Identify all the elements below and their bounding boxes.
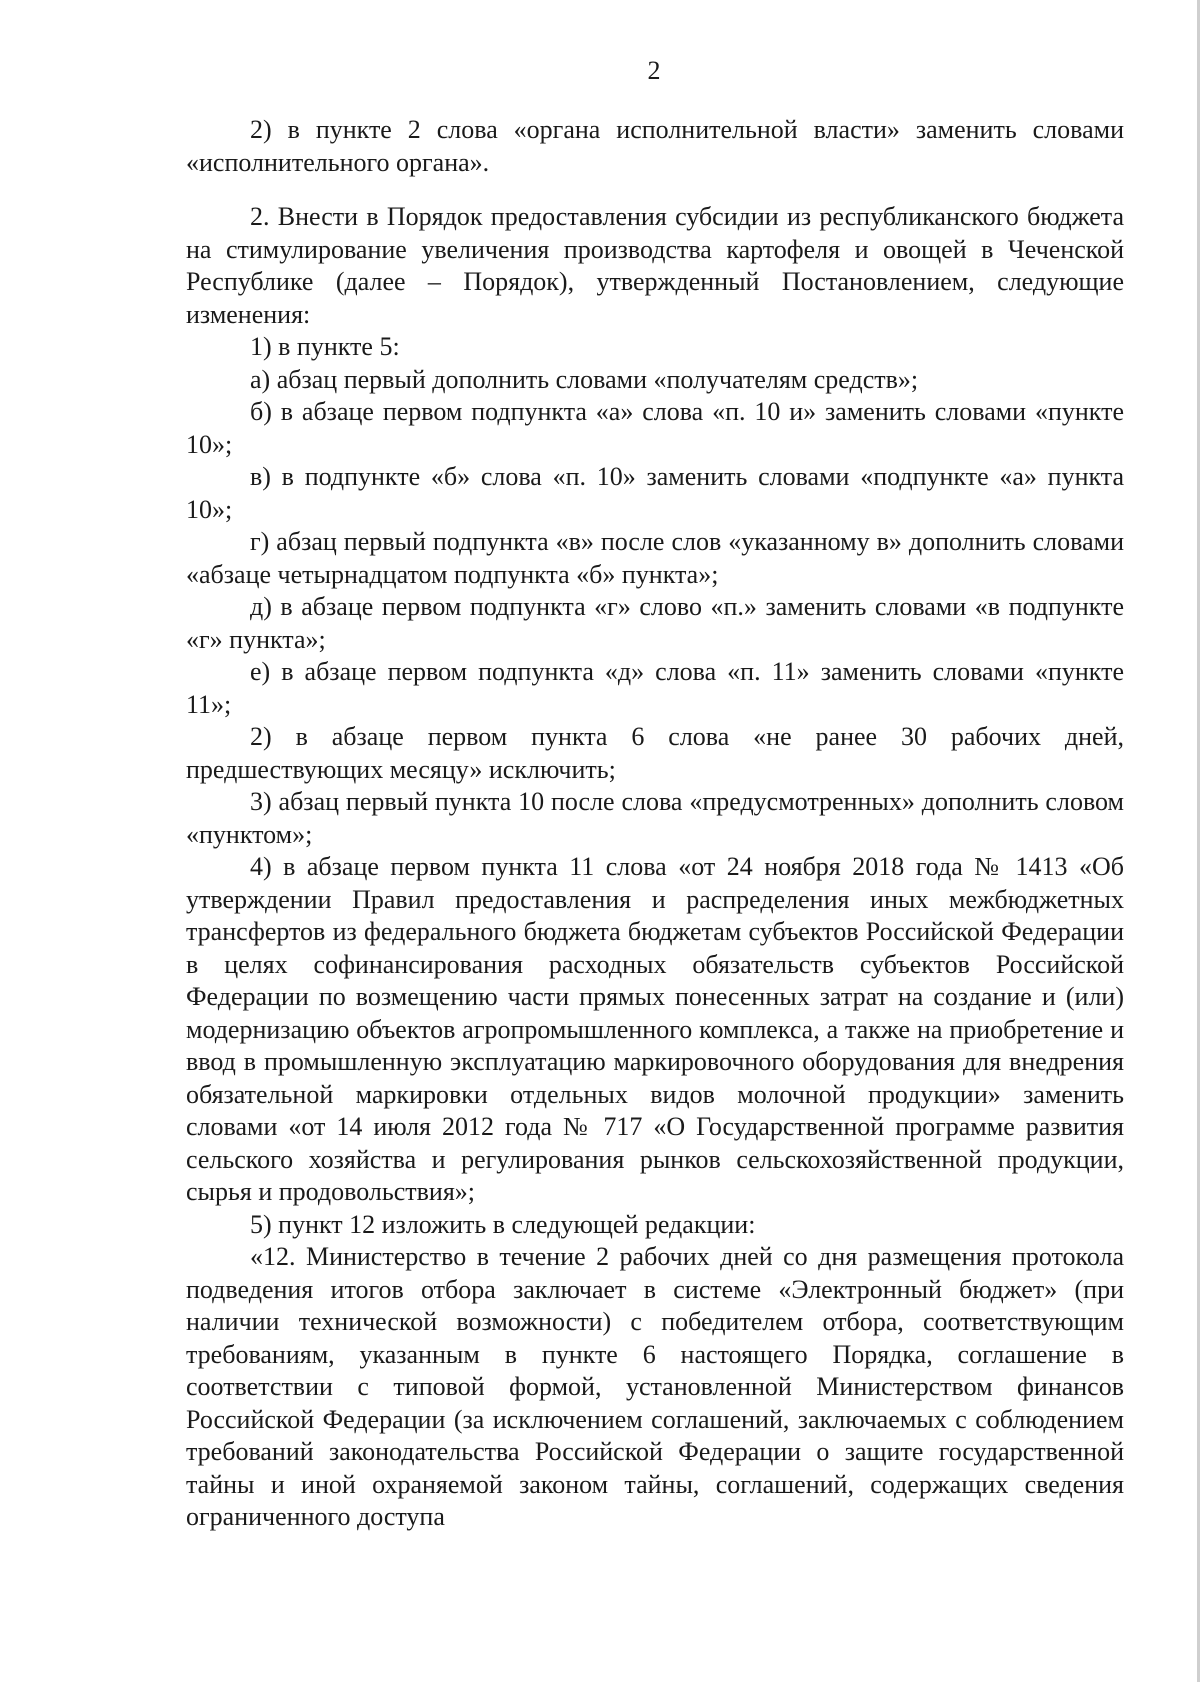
paragraph-subitem-v: в) в подпункте «б» слова «п. 10» заменить словами «подпункте «а» пункта 10»;: [186, 462, 1124, 524]
paragraph-item-2-clause-2: 2) в пункте 2 слова «органа исполнительной власти» заменить словами «исполнительного органа».: [186, 115, 1124, 177]
paragraph-item-3: 3) абзац первый пункта 10 после слова «предусмотренных» дополнить словом «пунктом»;: [186, 787, 1124, 849]
document-body: [186, 114, 1124, 1534]
paragraph-item-4: 4) в абзаце первом пункта 11 слова «от 24 ноября 2018 года № 1413 «Об утверждении Правил предоставления и распределения иных межбюджетных трансфертов из федерального бюджета бюджетам субъектов Российской Федерации в целях софинансирования расходных обязательств субъектов Российской Федерации по возмещению части прямых понесенных затрат на создание и (или) модернизацию объектов агропромышленного комплекса, а также на приобретение и ввод в промышленную эксплуатацию маркировочного оборудования для внедрения обязательной маркировки отдельных видов молочной продукции» заменить словами «от 14 июля 2012 года № 717 «О Государственной программе развития сельского хозяйства и регулирования рынков сельскохозяйственной продукции, сырья и продовольствия»;: [186, 852, 1124, 1206]
paragraph-subitem-g: г) абзац первый подпункта «в» после слов «указанному в» дополнить словами «абзаце четырнадцатом подпункта «б» пункта»;: [186, 527, 1124, 589]
page-number: 2: [647, 56, 661, 85]
paragraph-section-2-intro: 2. Внести в Порядок предоставления субсидии из республиканского бюджета на стимулирование увеличения производства картофеля и овощей в Чеченской Республике (далее – Порядок), утвержденный Постановлением, следующие изменения:: [186, 202, 1124, 329]
paragraph-item-1: 1) в пункте 5:: [250, 332, 400, 361]
paragraph-subitem-b: б) в абзаце первом подпункта «а» слова «п. 10 и» заменить словами «пункте 10»;: [186, 397, 1124, 459]
paragraph-item-2: 2) в абзаце первом пункта 6 слова «не ранее 30 рабочих дней, предшествующих месяцу» исключить;: [186, 722, 1124, 784]
paragraph-subitem-e: е) в абзаце первом подпункта «д» слова «п. 11» заменить словами «пункте 11»;: [186, 657, 1124, 719]
paragraph-subitem-d: д) в абзаце первом подпункта «г» слово «п.» заменить словами «в подпункте «г» пункта»;: [186, 592, 1124, 654]
paragraph-item-5: 5) пункт 12 изложить в следующей редакции:: [250, 1209, 756, 1239]
paragraph-subitem-a: а) абзац первый дополнить словами «получателям средств»;: [250, 364, 919, 394]
paragraph-clause-12: «12. Министерство в течение 2 рабочих дней со дня размещения протокола подведения итогов отбора заключает в системе «Электронный бюджет» (при наличии технической возможности) с победителем отбора, соответствующим требованиям, указанным в пункте 6 настоящего Порядка, соглашение в соответствии с типовой формой, установленной Министерством финансов Российской Федерации (за исключением соглашений, заключаемых с соблюдением требований законодательства Российской Федерации о защите государственной тайны и иной охраняемой законом тайны, соглашений, содержащих сведения ограниченного доступа: [186, 1242, 1124, 1531]
